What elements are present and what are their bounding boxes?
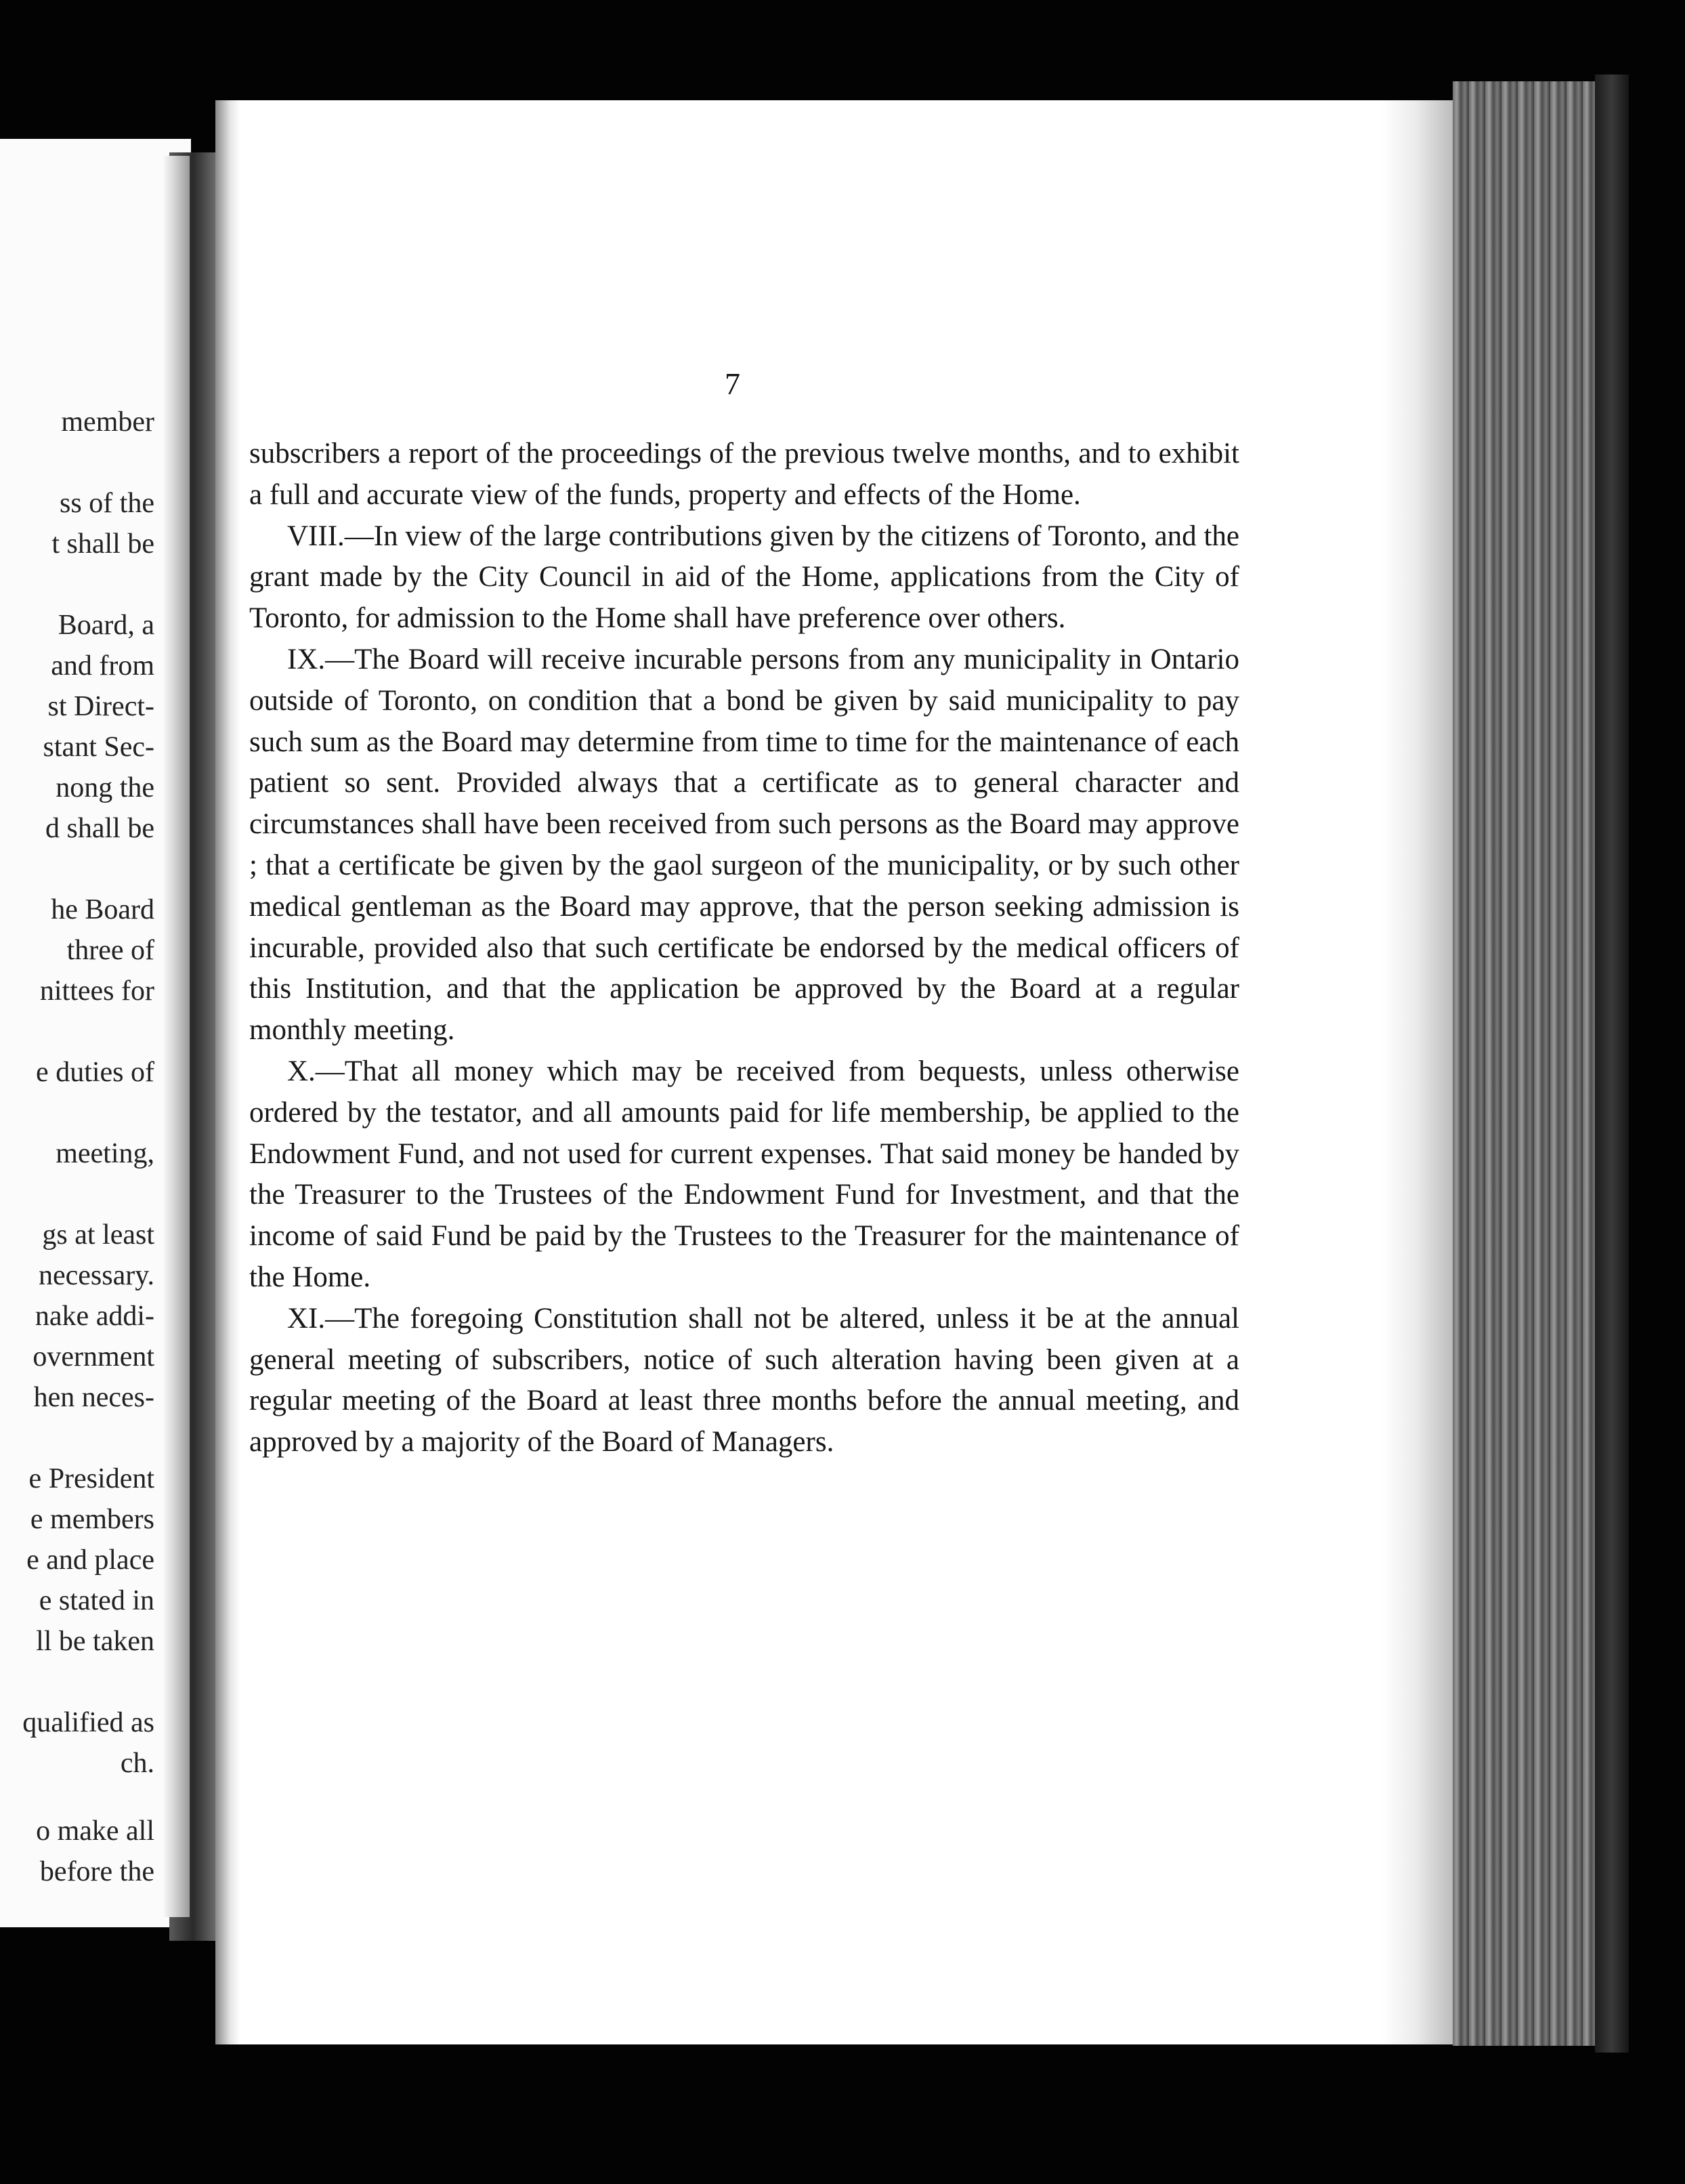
left-page-line: overnment — [33, 1341, 154, 1372]
left-page-line: ss of the — [60, 488, 154, 519]
page-number: 7 — [725, 366, 740, 401]
left-page-line: member — [61, 406, 154, 438]
left-page-gutter — [163, 156, 190, 1917]
left-page-line: qualified as — [22, 1707, 154, 1738]
left-page-line: o make all — [36, 1815, 154, 1847]
left-page-line: d shall be — [45, 813, 154, 844]
paragraph-continuation: subscribers a report of the proceedings of the previous twelve months, and to exhibit a full and accurate view of the funds, property and effects of the Home. — [249, 438, 1239, 511]
book-cover-edge — [1595, 75, 1629, 2053]
left-page-line: ll be taken — [36, 1626, 154, 1657]
article-x: X.—That all money which may be received from bequests, unless otherwise ordered by the testator, and all amounts paid for life membership, be applied to the Endowment Fund, and not used for current expenses. That said money be handed by the Treasurer to the Trustees of the Endowment Fund for Investment, and that the income of said Fund be paid by the Trustees to the Treasurer for the maintenance of the Home. — [249, 1055, 1239, 1293]
left-page-line: he Board — [51, 894, 154, 925]
left-page-line: st Direct- — [47, 691, 154, 722]
left-page-line: e President — [28, 1463, 154, 1494]
left-page-line: nake addi- — [35, 1301, 154, 1332]
left-page-line: e stated in — [39, 1585, 154, 1616]
left-page-line: gs at least — [42, 1219, 154, 1251]
left-page-line: Board, a — [58, 610, 154, 641]
left-page-line: nong the — [56, 772, 154, 803]
left-page-line: and from — [51, 650, 154, 681]
left-page-line: e members — [30, 1504, 154, 1535]
left-page-line: stant Sec- — [43, 732, 154, 763]
left-page-line: necessary. — [38, 1260, 154, 1291]
article-viii: VIII.—In view of the large contributions given by the citizens of Toronto, and the grant made by the City Council in aid of the Home, applications from the City of Toronto, for admission to the Home shall have preference over others. — [249, 520, 1239, 635]
left-page-line: nittees for — [39, 975, 154, 1007]
left-page-line: ch. — [120, 1748, 154, 1779]
right-page-gutter-shadow — [215, 100, 240, 2044]
article-xi: XI.—The foregoing Constitution shall not be altered, unless it be at the annual general meeting of subscribers, notice of such alteration having been given at a regular meeting of the Board at least three months before the annual meeting, and approved by a majority of the Board of Managers. — [249, 1302, 1239, 1458]
right-page-edge-shadow — [1382, 100, 1456, 2044]
body-text — [249, 434, 1239, 1463]
left-page-line: t shall be — [51, 528, 154, 560]
left-page-line: meeting, — [56, 1138, 154, 1169]
left-page-line: three of — [66, 935, 154, 966]
left-page-line: e duties of — [36, 1057, 154, 1088]
left-page-line: e and place — [26, 1545, 154, 1576]
left-page-line: before the — [39, 1856, 154, 1887]
left-page-line: hen neces- — [33, 1382, 154, 1413]
page-block-edges — [1453, 81, 1595, 2046]
article-ix: IX.—The Board will receive incurable persons from any municipality in Ontario outside of Toronto, on condition that a bond be given by said municipality to pay such sum as the Board may determine from time to time for the maintenance of each patient so sent. Provided always that a certificate as to general character and circumstances shall have been received from such persons as the Board may approve ; that a certificate be given by the gaol surgeon of the municipality, or by such other medical gentleman as the Board may approve, that the person seeking admission is incurable, provided also that such certificate be endorsed by the medical officers of this Institution, and that the application be approved by the Board at a regular monthly meeting. — [249, 643, 1239, 1047]
